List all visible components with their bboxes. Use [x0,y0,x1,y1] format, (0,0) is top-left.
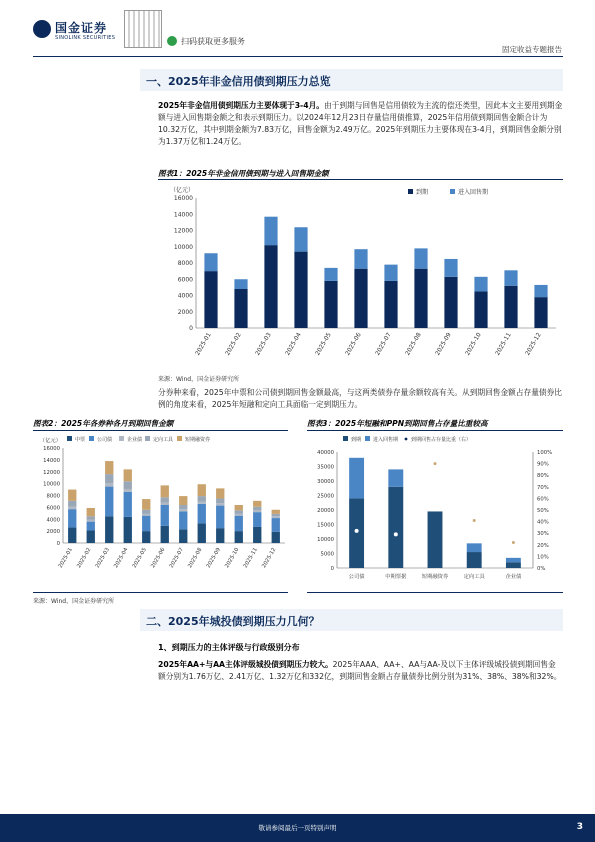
legend-label: 到期回售占存量比重（右） [411,437,472,443]
y-tick-label: 2000 [177,308,193,316]
y-tick-label: 6000 [46,505,60,512]
y-tick-label: 0 [56,541,60,547]
logo-english: SINOLINK SECURITIES [55,35,116,41]
bar-segment [235,516,243,531]
axis-unit-label: （亿元） [169,187,194,194]
paragraph [158,659,563,683]
qr-code-icon[interactable] [124,10,162,48]
bar-segment [467,543,482,552]
bar-segment [68,507,76,509]
bar-segment [68,509,76,527]
bar-segment [414,248,427,268]
axis-unit-label: （亿元） [39,438,61,444]
bar-segment [388,487,403,568]
x-tick-label: 2025-01 [194,331,213,357]
figure-title: 图表1：2025年非金信用债到期与进入回售期金额 [158,169,329,178]
bar-segment [87,522,95,531]
bar-segment [142,516,150,531]
bar-segment [142,499,150,510]
x-tick-label: 2025-09 [434,331,453,357]
bar-segment [161,503,169,505]
legend-swatch [119,436,124,441]
bar-segment [216,528,224,543]
bar-segment [253,501,261,507]
logo-name: 国金证券 [55,21,108,35]
y-tick-label: 8000 [46,493,60,500]
figure-source: 来源：Wind，国金证券研究所 [33,598,115,605]
x-tick-label: 2025-10 [224,547,241,570]
bar-segment [124,481,132,489]
x-tick-label: 2025-07 [374,331,393,357]
y-tick-label: 40000 [317,450,334,456]
bar-segment [235,510,243,514]
lead-sentence: 2025年AA+与AA主体评级城投债到期压力较大。 [158,660,333,669]
figure-rule [307,592,563,593]
bar-segment [467,552,482,568]
bar-segment [349,458,364,499]
y-tick-label: 15000 [317,522,334,529]
bar-segment [253,527,261,543]
bar-segment [161,526,169,543]
y-tick-label: 20000 [317,508,334,514]
footer-disclaimer[interactable]: 敬请参阅最后一页特别声明 [258,824,337,832]
legend-label: 中票 [75,437,86,443]
legend-swatch [365,436,370,441]
x-tick-label: 2025-12 [261,547,278,570]
x-tick-label: 2025-03 [94,547,111,570]
bar-segment [474,277,487,292]
bar-segment [272,516,280,518]
bar-segment [105,483,113,487]
bar-segment [198,501,206,503]
x-tick-label: 2025-12 [524,331,543,357]
x-tick-label: 2025-06 [150,547,167,570]
bar-segment [235,505,243,510]
bar-segment [179,512,187,530]
bar-segment [87,520,95,522]
bar-segment [216,503,224,505]
bar-segment [87,531,95,543]
figure-rule [307,430,563,431]
bar-segment [105,461,113,474]
y-tick-label: 16000 [43,446,60,452]
x-tick-label: 2025-10 [464,331,483,357]
y-tick-label: 6000 [177,276,193,284]
y-tick-label: 0 [189,325,193,332]
x-tick-label: 2025-04 [284,331,303,357]
paragraph-body: 2025年AAA、AA+、AA与AA-及以下主体评级城投债到期回售金额分别为1.76万亿、2.41万亿、1.32万亿和332亿，到期回售金额占存量债券比例分别为31%、38%、38%和32%。 [158,660,562,681]
bar-segment [161,505,169,526]
bar-segment [105,474,113,483]
legend-swatch [343,436,348,441]
y2-tick-label: 30% [537,531,549,538]
y2-tick-label: 70% [537,484,549,491]
x-tick-label: 2025-03 [254,331,273,357]
x-tick-label: 2025-08 [187,547,204,570]
bar-segment [388,469,403,486]
y-tick-label: 10000 [317,537,334,543]
y2-tick-label: 50% [537,508,549,514]
bar-segment [204,253,217,271]
ratio-point [473,519,476,522]
fig2-chart [33,432,290,587]
fig1-chart [158,182,563,367]
bar-segment [105,487,113,517]
figure-rule [158,179,563,180]
x-tick-label: 2025-05 [314,331,333,357]
bar-segment [272,532,280,543]
legend-label: 定向工具 [153,437,174,443]
bar-segment [384,281,397,328]
bar-segment [179,496,187,505]
bar-segment [474,291,487,328]
header-divider [33,56,563,57]
scan-prompt: 扫码获取更多服务 [181,37,245,46]
page-number: 3 [576,822,583,832]
bar-segment [294,252,307,328]
x-tick-label: 2025-07 [168,547,185,570]
bar-segment [234,279,247,289]
bar-segment [414,269,427,328]
bar-segment [105,516,113,543]
figure-title: 图表2：2025年各券种各月到期回售金额 [33,419,174,428]
legend-label: 到期 [351,437,362,443]
bar-segment [534,297,547,328]
bar-segment [444,259,457,277]
paragraph [158,100,563,148]
ratio-point [434,462,437,465]
y-tick-label: 14000 [173,211,193,219]
bar-segment [506,562,521,568]
y-tick-label: 12000 [43,469,60,476]
legend-swatch [450,189,455,194]
bar-segment [504,286,517,328]
y2-tick-label: 80% [537,473,549,480]
legend-label: 短期融资券 [185,437,211,443]
legend-label: 到期 [416,189,429,196]
x-tick-label: 2025-04 [113,547,130,570]
y-tick-label: 10000 [173,243,193,251]
y2-tick-label: 60% [537,496,549,503]
bar-segment [253,512,261,527]
bar-segment [504,270,517,285]
bar-segment [198,496,206,501]
y2-tick-label: 20% [537,542,549,549]
ratio-point [512,541,515,544]
bar-segment [272,514,280,516]
paragraph-body: 由于到期与回售是信用债较为主流的偿还类型，因此本文主要用到期金额与进入回售期金额之和表示到期压力。以2024年12月23日存量信用债推算，2025年信用债到期回售金额合计为10.32万亿，其中到期金额为7.83万亿，回售金额为2.49万亿。2025年到期压力主要体现在3-4月，到期回售金额分别为1.37万亿和1.24万亿。 [158,101,563,146]
y-tick-label: 25000 [317,493,334,500]
legend-swatch [67,436,72,441]
legend-label: 进入回售期 [373,437,399,443]
x-tick-label: 2025-05 [131,547,148,570]
bar-segment [198,484,206,496]
legend-marker [405,438,408,441]
legend-swatch [177,436,182,441]
bar-segment [235,531,243,543]
bar-segment [216,506,224,529]
figure-rule [33,430,288,431]
bar-segment [68,501,76,507]
y2-tick-label: 90% [537,461,549,468]
bar-segment [354,269,367,328]
bar-segment [234,289,247,328]
x-tick-label: 定向工具 [463,574,485,580]
bar-segment [198,504,206,524]
legend-label: 进入回售期 [458,189,489,196]
y-tick-label: 12000 [173,227,193,235]
y-tick-label: 4000 [46,517,60,524]
x-tick-label: 2025-01 [57,547,74,570]
y-tick-label: 5000 [320,551,334,558]
bar-segment [161,497,169,502]
bar-segment [161,485,169,497]
x-tick-label: 2025-08 [404,331,423,357]
y-tick-label: 4000 [177,292,193,300]
bar-segment [124,489,132,492]
bar-segment [216,498,224,503]
section-title: 一、2025年非金信用债到期压力总览 [146,75,331,88]
bar-segment [124,469,132,481]
lead-sentence: 2025年非金信用债到期压力主要体现于3-4月。 [158,101,324,110]
y-tick-label: 30000 [317,479,334,485]
bar-segment [124,492,132,517]
bar-segment [142,510,150,514]
x-tick-label: 公司债 [348,574,365,580]
bar-segment [179,505,187,509]
figure-rule [33,592,288,593]
bar-segment [179,529,187,543]
subsection-title: 1、到期压力的主体评级与行政级别分布 [158,643,300,652]
y-tick-label: 8000 [177,260,193,267]
x-tick-label: 2025-02 [224,331,243,357]
fig3-chart [307,432,567,587]
x-tick-label: 2025-02 [76,547,93,570]
y-tick-label: 14000 [43,457,60,464]
bar-segment [272,518,280,532]
bar-segment [534,285,547,297]
legend-swatch [145,436,150,441]
wechat-icon [167,36,177,46]
bar-segment [124,517,132,543]
figure-source: 来源：Wind，国金证券研究所 [158,376,240,383]
legend-swatch [89,436,94,441]
bar-segment [253,507,261,511]
bar-segment [294,227,307,251]
legend-label: 企业债 [127,437,143,443]
ratio-point [394,533,397,536]
bar-segment [142,514,150,516]
x-tick-label: 中期票据 [385,574,407,580]
bar-segment [68,528,76,543]
bar-segment [253,510,261,512]
legend-swatch [408,189,413,194]
y2-tick-label: 10% [537,554,549,561]
y2-tick-label: 0% [537,566,546,572]
bar-segment [324,281,337,328]
x-tick-label: 2025-11 [242,547,259,570]
bar-segment [354,249,367,269]
y-tick-label: 2000 [46,529,60,536]
figure-title: 图表3：2025年短融和PPN到期回售占存量比重较高 [307,419,488,428]
y2-tick-label: 100% [537,450,553,456]
bar-segment [87,516,95,520]
y-tick-label: 10000 [43,481,60,488]
x-tick-label: 2025-11 [494,331,513,357]
y-tick-label: 0 [330,566,334,572]
x-tick-label: 短期融资券 [421,574,449,580]
bar-segment [506,558,521,562]
bar-segment [204,271,217,328]
y-tick-label: 16000 [173,195,193,202]
bar-segment [264,245,277,328]
logo-icon [33,20,51,38]
bar-segment [142,531,150,543]
bar-segment [68,490,76,501]
bar-segment [179,509,187,511]
bar-segment [235,514,243,516]
ratio-point [355,529,358,532]
report-type: 固定收益专题报告 [502,45,562,54]
paragraph: 分券种来看，2025年中票和公司债到期回售金额最高，与这两类债券存量余额较高有关。从到期回售金额占存量债券比例的角度来看，2025年短融和定向工具面临一定到期压力。 [158,388,562,409]
bar-segment [324,268,337,281]
bar-segment [198,523,206,543]
section-title: 二、2025年城投债到期压力几何？ [146,615,320,628]
legend-label: 公司债 [97,437,113,443]
x-tick-label: 2025-06 [344,331,363,357]
bar-segment [428,511,443,568]
bar-segment [216,488,224,498]
bar-segment [384,265,397,281]
y-tick-label: 35000 [317,464,334,471]
y2-tick-label: 40% [537,519,549,526]
bar-segment [87,508,95,516]
bar-segment [444,277,457,328]
x-tick-label: 2025-09 [205,547,222,570]
bar-segment [272,510,280,514]
bar-segment [349,498,364,568]
x-tick-label: 企业债 [505,574,522,580]
bar-segment [264,217,277,245]
